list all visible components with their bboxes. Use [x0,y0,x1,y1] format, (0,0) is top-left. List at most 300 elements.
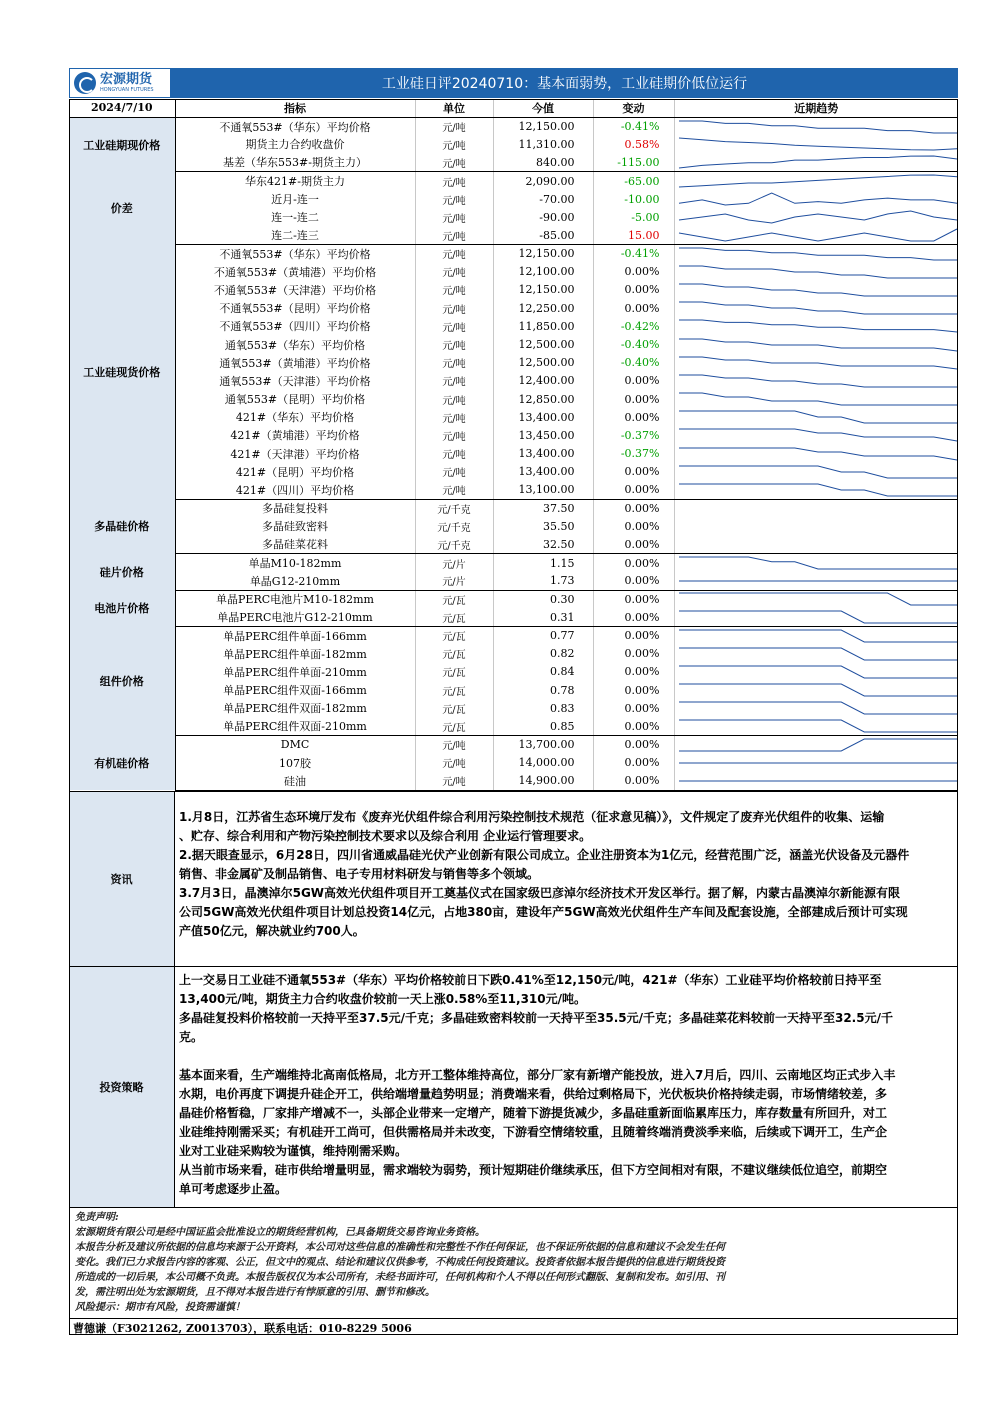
sparkline-series [679,411,957,423]
indicator-name: DMC [175,736,415,754]
sparkline-series [679,448,957,460]
table-row [69,317,958,335]
change-cell: -0.42% [593,317,674,335]
sparkline [677,646,959,662]
category-label: 组件价格 [69,626,175,735]
table-row [69,536,958,554]
unit-cell: 元/吨 [415,754,493,772]
indicator-name: 期货主力合约收盘价 [175,135,415,153]
unit-cell: 元/吨 [415,372,493,390]
sparkline-series [679,138,957,150]
sparkline [677,591,959,607]
indicator-name: 不通氧553#（华东）平均价格 [175,245,415,263]
sparkline-series [679,557,957,569]
trend-cell [674,536,958,554]
value-cell: 14,000.00 [493,754,593,772]
value-cell: 1.15 [493,554,593,572]
strategy-line: 上一交易日工业硅不通氧553#（华东）平均价格较前日下跌0.41%至12,150元/吨，421#（华东）工业硅平均价格较前日持平至 [179,973,882,987]
value-cell: 13,100.00 [493,481,593,499]
sparkline-series [679,630,957,642]
value-cell: -90.00 [493,208,593,226]
analyst-contact: 曹德谦（F3021262, Z0013703），联系电话：010-8229 5006 [69,1318,958,1335]
change-cell: 0.58% [593,135,674,153]
table-row [69,281,958,299]
value-cell: 12,100.00 [493,263,593,281]
sparkline [677,682,959,698]
strategy-body [177,967,956,1207]
news-line: 1.月8日，江苏省生态环境厅发布《废弃光伏组件综合利用污染控制技术规范（征求意见稿）》，文件规定了废弃光伏组件的收集、运输 [179,810,885,824]
sparkline [677,628,959,644]
table-row [69,499,958,517]
report-page [69,68,958,1335]
unit-cell: 元/吨 [415,245,493,263]
unit-cell: 元/吨 [415,135,493,153]
trend-cell [674,699,958,717]
unit-cell: 元/吨 [415,445,493,463]
indicator-name: 单晶PERC电池片G12-210mm [175,608,415,626]
indicator-name: 不通氧553#（天津港）平均价格 [175,281,415,299]
sparkline [677,536,959,552]
news-line: 2.据天眼查显示，6月28日，四川省通威晶硅光伏产业创新有限公司成立。企业注册资本为1亿元，经营范围广泛，涵盖光伏设备及元器件 [179,848,910,862]
sparkline-series [679,702,957,714]
sparkline [677,573,959,589]
unit-cell: 元/吨 [415,408,493,426]
sparkline [677,482,959,498]
indicator-name: 单晶PERC组件单面-182mm [175,645,415,663]
disclaimer-line: 免责声明: [75,1212,119,1223]
table-row [69,190,958,208]
trend-cell [674,626,958,644]
value-cell: 37.50 [493,499,593,517]
trend-cell [674,372,958,390]
indicator-name: 421#（黄埔港）平均价格 [175,426,415,444]
value-cell: 0.30 [493,590,593,608]
sparkline-series [679,357,957,369]
value-cell: 12,150.00 [493,117,593,135]
indicator-name: 近月-连一 [175,190,415,208]
indicator-name: 单晶PERC组件单面-210mm [175,663,415,681]
sparkline [677,136,959,152]
indicator-name: 多晶硅复投料 [175,499,415,517]
indicator-name: 通氧553#（华东）平均价格 [175,335,415,353]
unit-cell: 元/吨 [415,190,493,208]
sparkline-series [679,593,957,605]
sparkline-series [679,466,957,478]
value-cell: 0.78 [493,681,593,699]
trend-cell [674,517,958,535]
sparkline-series [679,666,957,678]
strategy-line: 克。 [179,1030,204,1044]
trend-cell [674,645,958,663]
change-cell: 0.00% [593,554,674,572]
trend-cell [674,299,958,317]
trend-cell [674,426,958,444]
disclaimer-line: 风险提示：期市有风险，投资需谨慎！ [75,1302,245,1313]
unit-cell: 元/千克 [415,499,493,517]
trend-cell [674,445,958,463]
unit-cell: 元/吨 [415,299,493,317]
change-cell: 0.00% [593,281,674,299]
trend-cell [674,572,958,590]
sparkline-series [679,229,957,241]
change-cell: -115.00 [593,154,674,172]
trend-cell [674,154,958,172]
unit-cell: 元/吨 [415,154,493,172]
price-table [69,99,958,791]
disclaimer [69,1207,958,1318]
strategy-line: 基本面来看，生产端维持北高南低格局，北方开工整体维持高位，部分厂家有新增产能投放，进入7月后，四川、云南地区均正式步入丰 [179,1068,896,1082]
indicator-name: 不通氧553#（黄埔港）平均价格 [175,263,415,281]
sparkline [677,154,959,170]
trend-cell [674,681,958,699]
sparkline [677,119,959,135]
unit-cell: 元/吨 [415,354,493,372]
unit-cell: 元/吨 [415,481,493,499]
value-cell: 12,850.00 [493,390,593,408]
value-cell: 13,450.00 [493,426,593,444]
table-row [69,590,958,608]
change-cell: -0.41% [593,245,674,263]
table-row [69,226,958,244]
sparkline [677,373,959,389]
sparkline [677,318,959,334]
change-cell: 0.00% [593,626,674,644]
change-cell: -0.37% [593,426,674,444]
change-cell: 0.00% [593,372,674,390]
category-label: 工业硅现货价格 [69,245,175,500]
change-cell: -5.00 [593,208,674,226]
sparkline [677,355,959,371]
disclaimer-line: 变化。我们已力求报告内容的客观、公正，但文中的观点、结论和建议仅供参考，不构成任何投资建议。投资者依据本报告提供的信息进行期货投资 [75,1257,725,1268]
table-row [69,154,958,172]
category-label: 工业硅期现价格 [69,117,175,172]
value-cell: 0.84 [493,663,593,681]
value-cell: 0.85 [493,717,593,735]
indicator-name: 不通氧553#（昆明）平均价格 [175,299,415,317]
trend-cell [674,390,958,408]
trend-cell [674,190,958,208]
table-row [69,681,958,699]
trend-cell [674,663,958,681]
change-cell: 0.00% [593,608,674,626]
sparkline-series [679,121,957,133]
unit-cell: 元/吨 [415,226,493,244]
sparkline-series [679,648,957,660]
unit-cell: 元/瓦 [415,608,493,626]
sparkline [677,718,959,734]
indicator-name: 单晶PERC电池片M10-182mm [175,590,415,608]
unit-cell: 元/吨 [415,463,493,481]
change-cell: 0.00% [593,645,674,663]
value-cell: 13,700.00 [493,736,593,754]
strategy-line: 业硅维持刚需采买；有机硅开工尚可，但供需格局并未改变，下游看空情绪较重，且随着终端消费淡季来临，后续或下调开工，生产企 [179,1125,888,1139]
category-label: 多晶硅价格 [69,499,175,554]
change-cell: 0.00% [593,590,674,608]
news-body [177,792,956,966]
value-cell: 11,850.00 [493,317,593,335]
change-cell: 0.00% [593,681,674,699]
strategy-section [69,966,958,1207]
value-cell: 2,090.00 [493,172,593,190]
table-row [69,390,958,408]
change-cell: 0.00% [593,299,674,317]
change-cell: 0.00% [593,772,674,790]
indicator-name: 通氧553#（黄埔港）平均价格 [175,354,415,372]
news-label: 资讯 [69,792,175,966]
strategy-line: 多晶硅复投料价格较前一天持平至37.5元/千克；多晶硅致密料较前一天持平至35.5元/千克；多晶硅菜花料较前一天持平至32.5元/千 [179,1011,893,1025]
indicator-name: 不通氧553#（四川）平均价格 [175,317,415,335]
table-row [69,172,958,190]
sparkline-series [679,684,957,696]
trend-cell [674,263,958,281]
value-cell: -70.00 [493,190,593,208]
sparkline [677,191,959,207]
trend-cell [674,590,958,608]
table-row [69,663,958,681]
table-row [69,263,958,281]
unit-cell: 元/瓦 [415,699,493,717]
trend-cell [674,499,958,517]
table-row [69,299,958,317]
table-row [69,245,958,263]
indicator-name: 107胶 [175,754,415,772]
disclaimer-line: 本报告分析及建议所依据的信息均来源于公开资料，本公司对这些信息的准确性和完整性不作任何保证，也不保证所依据的信息和建议不会发生任何 [75,1242,725,1253]
sparkline-series [679,484,957,496]
strategy-label: 投资策略 [69,967,175,1207]
strategy-line: 业对工业硅采购较为谨慎，维持刚需采购。 [179,1144,408,1158]
trend-cell [674,754,958,772]
unit-cell: 元/吨 [415,317,493,335]
change-cell: -0.40% [593,335,674,353]
table-row [69,554,958,572]
sparkline-series [679,739,957,751]
sparkline-series [679,320,957,332]
trend-cell [674,717,958,735]
change-cell: -10.00 [593,190,674,208]
trend-cell [674,481,958,499]
change-cell: 0.00% [593,517,674,535]
trend-cell [674,245,958,263]
strategy-line: 水期，电价再度下调提升硅企开工，供给端增量趋势明显；消费端来看，供给过剩格局下，光伏板块价格持续走弱，市场情绪较差，多 [179,1087,888,1101]
value-cell: 0.31 [493,608,593,626]
unit-cell: 元/片 [415,554,493,572]
sparkline-series [679,266,957,278]
sparkline [677,555,959,571]
indicator-name: 连一-连二 [175,208,415,226]
change-cell: 0.00% [593,390,674,408]
table-row [69,372,958,390]
value-cell: 12,150.00 [493,245,593,263]
table-row [69,572,958,590]
sparkline-series [679,156,957,168]
table-row [69,772,958,790]
table-row [69,445,958,463]
trend-cell [674,135,958,153]
change-cell: 0.00% [593,408,674,426]
category-label: 有机硅价格 [69,736,175,791]
indicator-name: 华东421#-期货主力 [175,172,415,190]
disclaimer-line: 所造成的一切后果，本公司概不负责。本报告版权仅为本公司所有，未经书面许可，任何机构和个人不得以任何形式翻版、复制和发布。如引用、刊 [75,1272,725,1283]
change-cell: 0.00% [593,499,674,517]
sparkline [677,773,959,789]
trend-cell [674,463,958,481]
table-row [69,717,958,735]
value-cell: 12,500.00 [493,354,593,372]
header-date: 2024/7/10 [69,99,175,117]
value-cell: 12,150.00 [493,281,593,299]
change-cell: 0.00% [593,463,674,481]
value-cell: 13,400.00 [493,445,593,463]
indicator-name: 单晶PERC组件双面-210mm [175,717,415,735]
indicator-name: 单晶M10-182mm [175,554,415,572]
table-row [69,335,958,353]
sparkline [677,427,959,443]
indicator-name: 通氧553#（昆明）平均价格 [175,390,415,408]
value-cell: 11,310.00 [493,135,593,153]
table-row [69,626,958,644]
sparkline [677,337,959,353]
change-cell: 0.00% [593,717,674,735]
indicator-name: 多晶硅菜花料 [175,536,415,554]
sparkline [677,209,959,225]
value-cell: 0.82 [493,645,593,663]
indicator-name: 单晶PERC组件双面-166mm [175,681,415,699]
unit-cell: 元/吨 [415,772,493,790]
news-line: 产值50亿元，解决就业约700人。 [179,924,365,938]
value-cell: 12,250.00 [493,299,593,317]
value-cell: 14,900.00 [493,772,593,790]
logo-icon [74,72,96,94]
trend-cell [674,317,958,335]
trend-cell [674,335,958,353]
sparkline-series [679,375,957,387]
sparkline [677,264,959,280]
category-label: 硅片价格 [69,554,175,590]
table-row [69,699,958,717]
unit-cell: 元/瓦 [415,626,493,644]
sparkline-series [679,211,957,223]
change-cell: 0.00% [593,263,674,281]
sparkline-series [679,175,957,187]
sparkline [677,282,959,298]
logo-name-en: HONGYUAN FUTURES [100,87,154,93]
trend-cell [674,226,958,244]
value-cell: 35.50 [493,517,593,535]
change-cell: 0.00% [593,754,674,772]
indicator-name: 基差（华东553#-期货主力） [175,154,415,172]
change-cell: -0.41% [593,117,674,135]
value-cell: 13,400.00 [493,463,593,481]
sparkline [677,700,959,716]
indicator-name: 单晶PERC组件双面-182mm [175,699,415,717]
category-label: 电池片价格 [69,590,175,626]
unit-cell: 元/吨 [415,172,493,190]
unit-cell: 元/吨 [415,263,493,281]
news-section [69,791,958,966]
unit-cell: 元/吨 [415,208,493,226]
change-cell: -0.37% [593,445,674,463]
sparkline [677,246,959,262]
table-row [69,135,958,153]
sparkline [677,464,959,480]
trend-cell [674,608,958,626]
sparkline-series [679,284,957,296]
strategy-line: 13,400元/吨，期货主力合约收盘价较前一天上涨0.58%至11,310元/吨。 [179,992,587,1006]
trend-cell [674,208,958,226]
unit-cell: 元/千克 [415,517,493,535]
unit-cell: 元/吨 [415,736,493,754]
sparkline-series [679,611,957,623]
indicator-name: 421#（天津港）平均价格 [175,445,415,463]
change-cell: 15.00 [593,226,674,244]
change-cell: 0.00% [593,663,674,681]
value-cell: 840.00 [493,154,593,172]
unit-cell: 元/吨 [415,390,493,408]
indicator-name: 多晶硅致密料 [175,517,415,535]
table-row [69,736,958,754]
indicator-name: 421#（昆明）平均价格 [175,463,415,481]
indicator-name: 单晶G12-210mm [175,572,415,590]
header-unit: 单位 [415,99,493,117]
change-cell: 0.00% [593,481,674,499]
sparkline [677,500,959,516]
value-cell: 12,500.00 [493,335,593,353]
trend-cell [674,554,958,572]
sparkline-series [679,302,957,314]
table-row [69,426,958,444]
table-row [69,754,958,772]
sparkline [677,664,959,680]
sparkline [677,518,959,534]
table-row [69,208,958,226]
change-cell: 0.00% [593,572,674,590]
unit-cell: 元/吨 [415,117,493,135]
sparkline [677,409,959,425]
table-row [69,608,958,626]
unit-cell: 元/片 [415,572,493,590]
sparkline [677,227,959,243]
trend-cell [674,281,958,299]
unit-cell: 元/瓦 [415,663,493,681]
unit-cell: 元/吨 [415,426,493,444]
header-trend: 近期趋势 [674,99,958,117]
table-row [69,481,958,499]
value-cell: 1.73 [493,572,593,590]
report-title: 工业硅日评20240710：基本面弱势，工业硅期价低位运行 [381,76,748,92]
indicator-name: 通氧553#（天津港）平均价格 [175,372,415,390]
sparkline-series [679,339,957,351]
header-indicator: 指标 [175,99,415,117]
sparkline [677,300,959,316]
change-cell: 0.00% [593,736,674,754]
sparkline [677,446,959,462]
unit-cell: 元/千克 [415,536,493,554]
trend-cell [674,772,958,790]
category-label: 价差 [69,172,175,245]
value-cell: 12,400.00 [493,372,593,390]
unit-cell: 元/瓦 [415,681,493,699]
header-value: 今值 [493,99,593,117]
logo-name-cn: 宏源期货 [100,72,153,87]
value-cell: 0.83 [493,699,593,717]
trend-cell [674,736,958,754]
report-header [69,68,958,98]
value-cell: 32.50 [493,536,593,554]
change-cell: -0.40% [593,354,674,372]
table-row [69,645,958,663]
table-row [69,117,958,135]
sparkline-series [679,393,957,405]
